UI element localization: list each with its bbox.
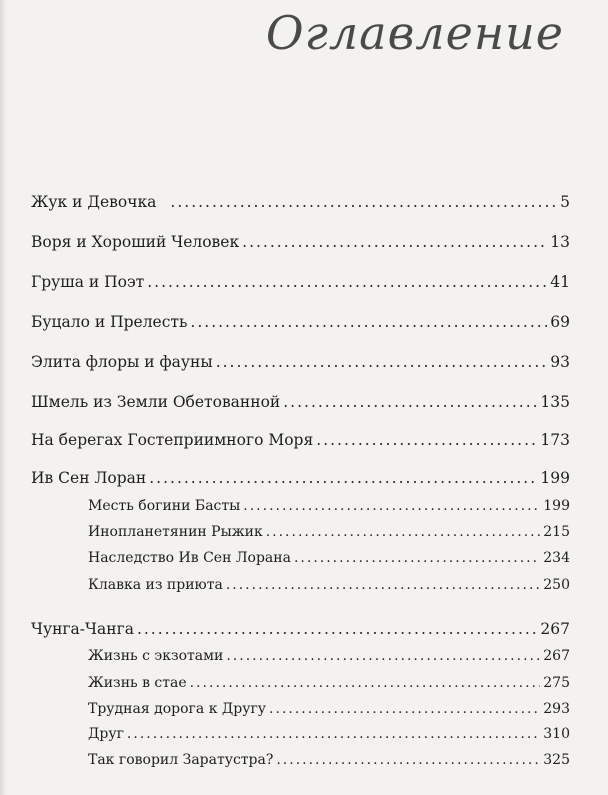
toc-entry-page: 310 xyxy=(543,726,570,742)
toc-entry-label: На берегах Гостеприимного Моря xyxy=(31,431,314,449)
toc-entry-label: Клавка из приюта xyxy=(88,577,223,593)
toc-entry[interactable] xyxy=(31,620,570,638)
toc-entry-label: Наследство Ив Сен Лорана xyxy=(88,550,291,566)
toc-entry[interactable] xyxy=(31,353,570,371)
toc-entry-page: 93 xyxy=(550,353,570,371)
toc-subentry[interactable] xyxy=(88,550,570,566)
toc-entry-label: Инопланетянин Рыжик xyxy=(88,524,263,540)
toc-subentry[interactable] xyxy=(88,675,570,691)
toc-entry-page: 267 xyxy=(543,648,570,664)
toc-entry-page: 293 xyxy=(543,701,570,717)
toc-entry[interactable] xyxy=(31,393,570,411)
toc-subentry[interactable] xyxy=(88,726,570,742)
toc-entry-page: 13 xyxy=(550,233,570,251)
toc-leader-dots xyxy=(190,675,541,691)
toc-entry[interactable] xyxy=(31,313,570,331)
toc-entry[interactable] xyxy=(31,233,570,251)
toc-entry[interactable] xyxy=(31,431,570,449)
toc-entry-label: Буцало и Прелесть xyxy=(31,313,188,331)
toc-subentry[interactable] xyxy=(88,701,570,717)
toc-leader-dots xyxy=(127,726,540,742)
toc-subentry[interactable] xyxy=(88,498,570,514)
toc-entry-page: 215 xyxy=(543,524,570,540)
toc-leader-dots xyxy=(266,524,541,540)
toc-entry-label: Трудная дорога к Другу xyxy=(88,701,267,717)
toc-leader-dots xyxy=(243,498,540,514)
toc-entry[interactable] xyxy=(31,469,570,487)
toc-entry-page: 173 xyxy=(540,431,570,449)
toc-leader-dots xyxy=(137,620,537,638)
toc-leader-dots xyxy=(147,273,547,291)
toc-subentry[interactable] xyxy=(88,577,570,593)
toc-entry-label: Друг xyxy=(88,726,124,742)
toc-leader-dots xyxy=(190,313,547,331)
toc-entry-page: 275 xyxy=(543,675,570,691)
toc-entry-label: Ив Сен Лоран xyxy=(31,469,147,487)
toc-leader-dots xyxy=(149,469,537,487)
toc-entry[interactable] xyxy=(31,193,570,211)
toc-entry-label: Жизнь в стае xyxy=(88,675,187,691)
toc-leader-dots xyxy=(242,233,547,251)
toc-subentry[interactable] xyxy=(88,648,570,664)
toc-entry-page: 135 xyxy=(540,393,570,411)
toc-entry-page: 234 xyxy=(543,550,570,566)
toc-entry-page: 250 xyxy=(543,577,570,593)
toc-entry-page: 199 xyxy=(540,469,570,487)
toc-entry-label: Груша и Поэт xyxy=(31,273,145,291)
toc-leader-dots xyxy=(216,353,548,371)
toc-entry[interactable] xyxy=(31,273,570,291)
toc-leader-dots xyxy=(226,648,540,664)
page-title: Оглавление xyxy=(265,6,564,60)
toc-entry-label: Месть богини Басты xyxy=(88,498,241,514)
toc-entry-page: 267 xyxy=(540,620,570,638)
toc-subentry[interactable] xyxy=(88,752,570,768)
toc-leader-dots xyxy=(276,752,540,768)
toc-leader-dots xyxy=(269,701,540,717)
toc-subentry[interactable] xyxy=(88,524,570,540)
toc-leader-dots xyxy=(316,431,537,449)
toc-entry-label: Жук и Девочка xyxy=(31,193,157,211)
toc-entry-label: Воря и Хороший Человек xyxy=(31,233,240,251)
toc-entry-label: Так говорил Заратустра? xyxy=(88,752,274,768)
toc-leader-dots xyxy=(283,393,537,411)
toc-leader-dots xyxy=(170,193,557,211)
toc-entry-page: 41 xyxy=(550,273,570,291)
toc-entry-page: 5 xyxy=(560,193,570,211)
toc-entry-page: 325 xyxy=(543,752,570,768)
toc-entry-label: Шмель из Земли Обетованной xyxy=(31,393,281,411)
toc-entry-page: 69 xyxy=(550,313,570,331)
toc-leader-dots xyxy=(294,550,540,566)
toc-entry-label: Чунга-Чанга xyxy=(31,620,134,638)
toc-leader-dots xyxy=(226,577,540,593)
toc-entry-label: Элита флоры и фауны xyxy=(31,353,213,371)
toc-entry-page: 199 xyxy=(543,498,570,514)
toc-entry-label: Жизнь с экзотами xyxy=(88,648,224,664)
